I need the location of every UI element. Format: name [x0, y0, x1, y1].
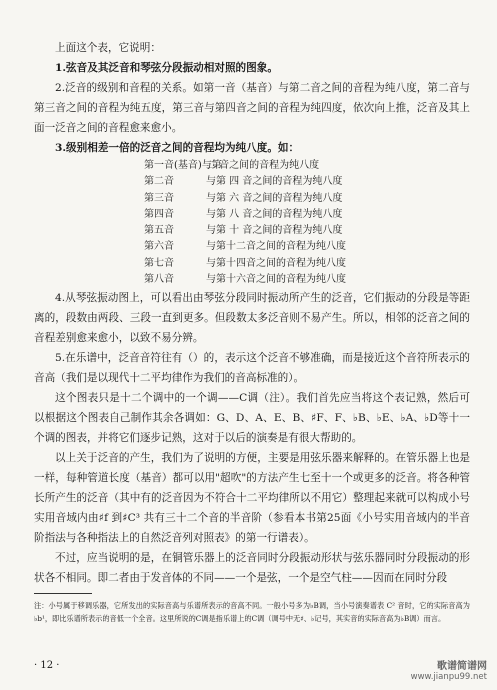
point-3: 3.级别相差一倍的泛音之间的音程均为纯八度。如：: [55, 142, 300, 154]
paragraph-c-key: 这个图表只是十二个调中的一个调——C调（注）。我们首先应当将这个表记熟，然后可以根据这个图表自己制作其余各调如：G、D、A、E、B、♯F、F、♭B、♭E、♭A、♭D等十一个调的图表，并将它们逐步记熟，这对于以后的演奏是有很大帮助的。: [34, 392, 470, 445]
point-1: 1.弦音及其泛音和琴弦分段振动相对照的图象。: [55, 62, 278, 74]
footnote-divider: [34, 593, 92, 594]
table-row: 第五音 与第 十 音之间的音程为纯八度: [144, 225, 343, 237]
table-row: 第八音 与第十六音之间的音程为纯八度: [144, 274, 346, 286]
table-row: 第一音(基音)与第二 音之间的音程为纯八度: [144, 160, 320, 171]
page-number: · 12 ·: [34, 660, 60, 671]
point-4: 4.从琴弦振动图上，可以看出由琴弦分段同时振动所产生的泛音，它们振动的分段是等距离的，段数由两段、三段一直到更多。但段数太多泛音则不易产生。所以，相邻的泛音之间的音程差别愈来愈小，以致不易分辨。: [34, 292, 470, 345]
watermark-title: 歌谱简谱网: [437, 661, 487, 672]
table-row: 第六音 与第十二音之间的音程为纯八度: [144, 241, 346, 253]
main-text: [34, 38, 470, 588]
table-row: 第三音 与第 六 音之间的音程为纯八度: [144, 192, 343, 204]
footnote: 注：小号属于移调乐器，它所发出的实际音高与乐谱所表示的音高不同。一般小号多为♭B调，当小号演奏谱表 C² 音时，它的实际音高为♭b¹，即比乐谱所表示的音低一个全音。这里所说的C调是指乐谱上的C调（调号中无♯、♭记号，其实音的实际音高为♭B调）而言。: [34, 601, 470, 623]
paragraph-brass-note: 不过，应当说明的是，在铜管乐器上的泛音同时分段振动形状与弦乐器同时分段振动的形状各不相同。即二者由于发音体的不同——一个是弦，一个是空气柱——因而在同时分段: [34, 552, 470, 585]
intro-line: 上面这个表，它说明：: [55, 42, 161, 54]
watermark: [411, 657, 487, 682]
interval-table: [144, 158, 470, 288]
table-row: 第七音 与第十四音之间的音程为纯八度: [144, 257, 346, 269]
point-2: 2.泛音的级别和音程的关系。如第一音（基音）与第二音之间的音程为纯八度，第二音与第三音之间的音程为纯五度，第三音与第四音之间的音程为纯四度，依次向上推，泛音及其上面一泛音之间的音程愈来愈小。: [34, 82, 470, 134]
watermark-url: www.jianpu99.net: [410, 672, 487, 682]
paragraph-wind-instruments: 以上关于泛音的产生，我们为了说明的方便，主要是用弦乐器来解释的。在管乐器上也是一样，每种管道长度（基音）都可以用"超吹"的方法产生七至十一个或更多的泛音。将各种管长所产生的泛音（其中有的泛音因为不符合十二平均律所以不用它）整理起来就可以构成小号实用音域内由♯f 到♯C³ 共有三十二个音的半音阶（参看本书第25面《小号实用音域内的半音阶指法与各种指法上的自然泛音列对照表》的第一行谱表）。: [34, 452, 470, 545]
point-5: 5.在乐谱中，泛音音符往有（）的，表示这个泛音不够准确，而是接近这个音符所表示的音高（我们是以现代十二平均律作为我们的音高标准的）。: [34, 352, 470, 385]
table-row: 第四音 与第 八 音之间的音程为纯八度: [144, 208, 343, 220]
table-row: 第二音 与第 四 音之间的音程为纯八度: [144, 176, 343, 188]
